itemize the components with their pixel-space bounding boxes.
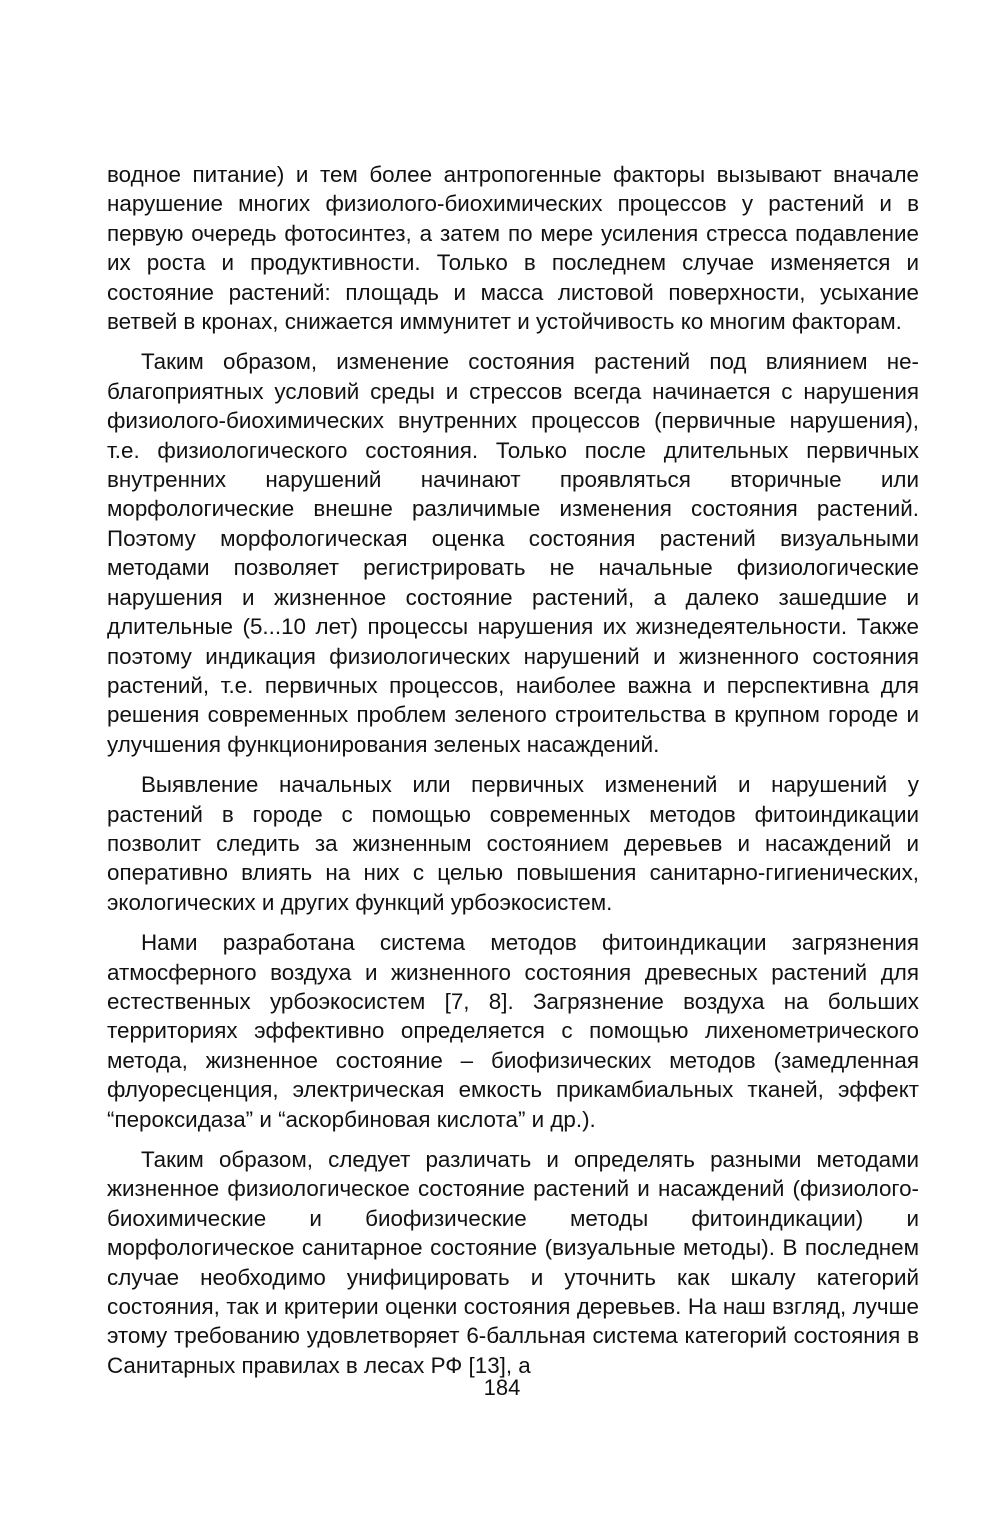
- body-text: [107, 160, 919, 1391]
- paragraph-2: Таким образом, изменение состояния растений под влиянием неблагоприятных условий среды и стрессов всегда начинается с нарушения физиолого-биохимических внутренних процессов (первичные нарушения), т.е. физиологического состояния. Только после длительных первичных внутренних нарушений начинают проявляться вторичные или морфологические внешне различимые изменения состояния растений. Поэтому морфологическая оценка состояния растений визуальными методами позволяет регистрировать не начальные физиологические нарушения и жизненное состояние растений, а далеко зашедшие и длительные (5...10 лет) процессы нарушения их жизнедеятельности. Также поэтому индикация физиологических нарушений и жизненного состояния растений, т.е. первичных процессов, наиболее важна и перспективна для решения современных проблем зеленого строительства в крупном городе и улучшения функционирования зеленых насаждений.: [107, 349, 919, 757]
- paragraph-5: Таким образом, следует различать и определять разными методами жизненное физиологическое состояние растений и насаждений (физиолого-биохимические и биофизические методы фитоиндикации) и морфологическое санитарное состояние (визуальные методы). В последнем случае необходимо унифицировать и уточнить как шкалу категорий состояния, так и критерии оценки состояния деревьев. На наш взгляд, лучше этому требованию удовлетворяет 6-балльная система категорий состояния в Санитарных правилах в лесах РФ [13], а: [107, 1147, 919, 1378]
- paragraph-3: Выявление начальных или первичных изменений и нарушений у растений в городе с помощью современных методов фитоиндикации позволит следить за жизненным состоянием деревьев и насаждений и оперативно влиять на них с целью повышения санитарно-гигиенических, экологических и других функций урбоэкосистем.: [107, 772, 919, 915]
- paragraph-1: водное питание) и тем более антропогенные факторы вызывают вначале нарушение многих физиолого-биохимических процессов у растений и в первую очередь фотосинтез, а затем по мере усиления стресса подавление их роста и продуктивности. Только в последнем случае изменяется и состояние растений: площадь и масса листовой поверхности, усыхание ветвей в кронах, снижается иммунитет и устойчивость ко многим факторам.: [107, 162, 919, 335]
- paragraph-4: Нами разработана система методов фитоиндикации загрязнения атмосферного воздуха и жизненного состояния древесных растений для естественных урбоэкосистем [7, 8]. Загрязнение воздуха на больших территориях эффективно определяется с помощью лихенометрического метода, жизненное состояние – биофизических методов (замедленная флуоресценция, электрическая емкость прикамбиальных тканей, эффект “пероксидаза” и “аскорбиновая кислота” и др.).: [107, 930, 919, 1132]
- page-number: 184: [483, 1375, 521, 1400]
